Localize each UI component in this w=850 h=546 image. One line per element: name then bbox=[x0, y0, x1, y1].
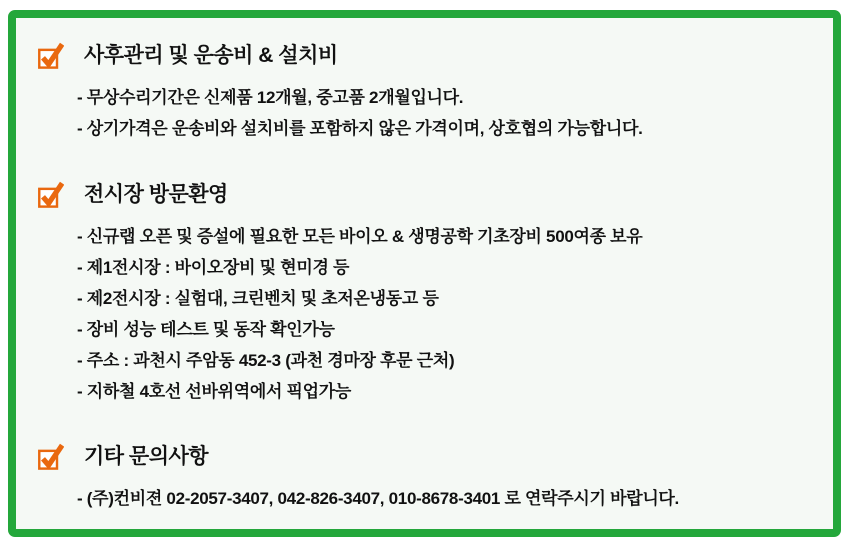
section-line: - 제1전시장 : 바이오장비 및 현미경 등 bbox=[77, 258, 350, 277]
section-line: - 무상수리기간은 신제품 12개월, 중고품 2개월입니다. bbox=[77, 88, 464, 107]
section-line: - 제2전시장 : 실험대, 크린벤치 및 초저온냉동고 등 bbox=[77, 289, 439, 308]
section-title: 기타 문의사항 bbox=[84, 445, 209, 468]
section-line: - (주)컨비젼 02-2057-3407, 042-826-3407, 010-8678-3401 로 연락주시기 바랍니다. bbox=[77, 489, 679, 508]
section-aftercare bbox=[16, 42, 833, 144]
section-line: - 상기가격은 운송비와 설치비를 포함하지 않은 가격이며, 상호협의 가능합니다. bbox=[77, 119, 643, 138]
checked-checkbox-icon bbox=[36, 180, 64, 208]
section-title: 사후관리 및 운송비 & 설치비 bbox=[84, 44, 338, 67]
section-showroom-header bbox=[16, 181, 833, 209]
section-aftercare-lines bbox=[16, 82, 833, 144]
section-title: 전시장 방문환영 bbox=[84, 183, 228, 206]
section-line: - 주소 : 과천시 주암동 452-3 (과천 경마장 후문 근처) bbox=[77, 351, 455, 370]
section-showroom bbox=[16, 181, 833, 407]
checked-checkbox-icon bbox=[36, 41, 64, 69]
section-line: - 장비 성능 테스트 및 동작 확인가능 bbox=[77, 320, 335, 339]
section-contact-header bbox=[16, 443, 833, 471]
section-aftercare-header bbox=[16, 42, 833, 70]
section-showroom-lines bbox=[16, 221, 833, 407]
section-line: - 지하철 4호선 선바위역에서 픽업가능 bbox=[77, 382, 352, 401]
section-contact bbox=[16, 443, 833, 514]
section-contact-lines bbox=[16, 483, 833, 514]
checked-checkbox-icon bbox=[36, 442, 64, 470]
notice-panel bbox=[8, 10, 841, 537]
section-line: - 신규랩 오픈 및 증설에 필요한 모든 바이오 & 생명공학 기초장비 500여종 보유 bbox=[77, 227, 643, 246]
